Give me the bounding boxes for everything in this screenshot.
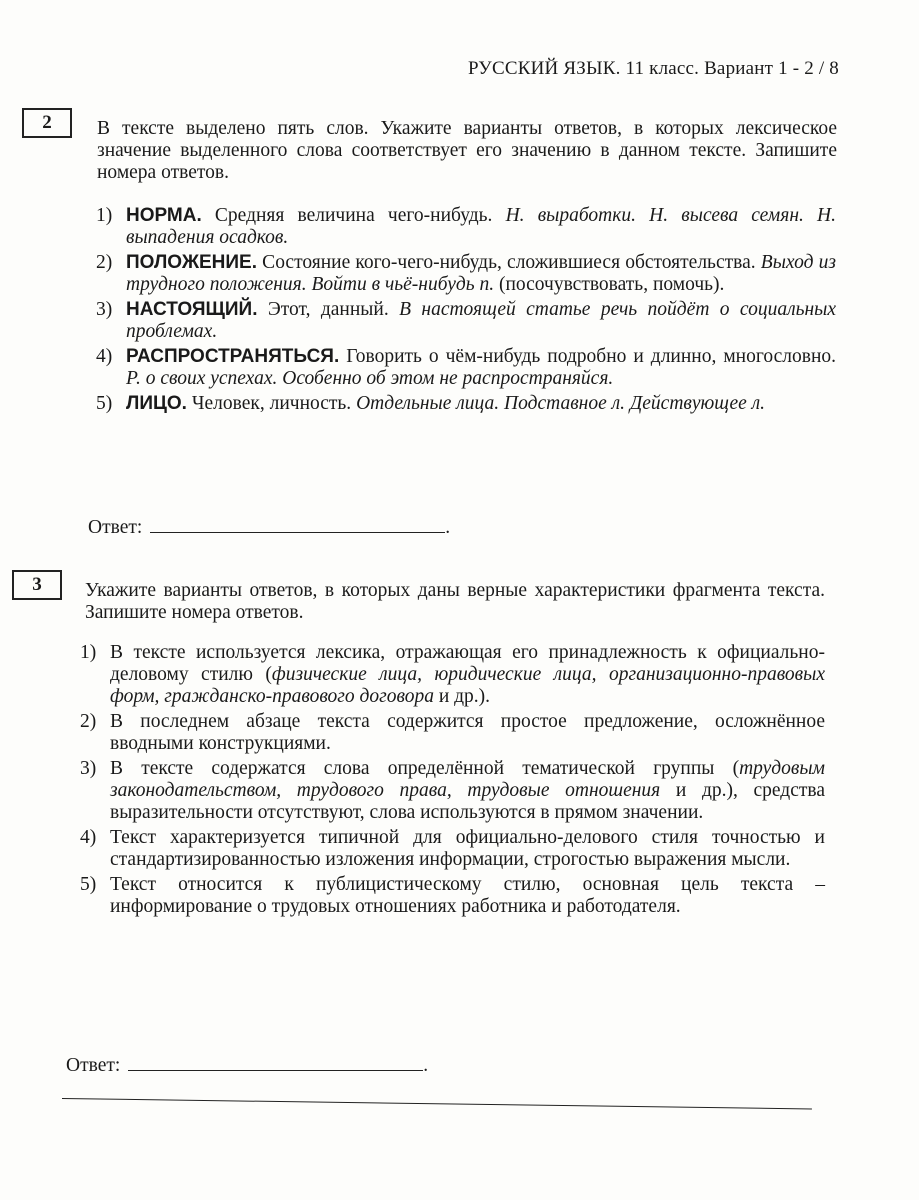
- option-pre: Текст относится к публицистическому стилю, основная цель текста – информирование о трудовых отношениях работника и работодателя.: [110, 874, 825, 917]
- answer-label: Ответ:: [88, 517, 143, 538]
- option-post: и др.), средства выразительности отсутствуют, слова используются в прямом значении.: [110, 780, 826, 823]
- page-header: РУССКИЙ ЯЗЫК. 11 класс. Вариант 1 - 2 / 8: [468, 58, 839, 79]
- option-example: В настоящей статье речь пойдёт о социальных проблемах.: [126, 299, 837, 342]
- option-text: [110, 874, 825, 918]
- task-2-option-2: [96, 252, 836, 296]
- task-3-answer: [66, 1050, 428, 1077]
- task-2-number: 2: [22, 108, 72, 138]
- answer-label: Ответ:: [66, 1055, 121, 1076]
- option-text: [126, 252, 836, 296]
- option-number: 2): [80, 711, 97, 732]
- bottom-divider: [62, 1098, 812, 1109]
- task-3-option-4: [80, 827, 825, 871]
- option-post: и др.).: [433, 686, 491, 707]
- task-2-option-4: [96, 346, 836, 390]
- option-number: 1): [80, 642, 97, 663]
- option-definition: Говорить о чём-нибудь подробно и длинно, многословно.: [339, 346, 836, 367]
- option-number: 5): [80, 874, 97, 895]
- option-number: 4): [96, 346, 113, 367]
- option-definition: Средняя величина чего-нибудь.: [201, 205, 506, 226]
- option-word: НАСТОЯЩИЙ.: [126, 299, 258, 320]
- option-pre: В тексте используется лексика, отражающая его принадлежность к официально-деловому стилю (: [110, 642, 825, 685]
- option-example: Отдельные лица. Подставное л. Действующее л.: [356, 393, 766, 414]
- task-3-option-3: [80, 758, 825, 824]
- task-2-option-5: [96, 393, 836, 415]
- option-number: 3): [80, 758, 97, 779]
- option-definition: Состояние кого-чего-нибудь, сложившиеся обстоятельства.: [257, 252, 761, 273]
- option-italic: физические лица, юридические лица, организационно-правовых форм, гражданско-правового договора: [110, 664, 825, 707]
- option-definition: Этот, данный.: [257, 299, 400, 320]
- task-3-option-2: [80, 711, 825, 755]
- task-3-instruction: Укажите варианты ответов, в которых даны верные характеристики фрагмента текста. Запишите номера ответов.: [85, 580, 825, 623]
- option-example: Р. о своих успехах. Особенно об этом не распространяйся.: [126, 368, 614, 389]
- option-text: [110, 827, 825, 871]
- task-3-number: 3: [12, 570, 62, 600]
- option-number: 1): [96, 205, 113, 226]
- option-word: РАСПРОСТРАНЯТЬСЯ.: [126, 346, 340, 367]
- task-3-option-5: [80, 874, 825, 918]
- option-italic: трудовым законодательством, трудового права, трудовые отношения: [110, 758, 825, 801]
- option-pre: В последнем абзаце текста содержится простое предложение, осложнённое вводными конструкциями.: [110, 711, 825, 754]
- answer-end: .: [445, 517, 451, 538]
- option-number: 3): [96, 299, 113, 320]
- option-example: Выход из трудного положения. Войти в чьё-нибудь п.: [126, 252, 836, 295]
- answer-end: .: [423, 1055, 429, 1076]
- option-text: [126, 205, 836, 249]
- answer-field[interactable]: [128, 1050, 423, 1071]
- option-text: [126, 299, 836, 343]
- task-2-instruction: В тексте выделено пять слов. Укажите варианты ответов, в которых лексическое значение выделенного слова соответствует его значению в данном тексте. Запишите номера ответов.: [97, 118, 837, 183]
- task-3-options: [80, 642, 825, 921]
- option-example: Н. выработки. Н. высева семян. Н. выпадения осадков.: [126, 205, 836, 248]
- option-number: 2): [96, 252, 113, 273]
- option-text: [110, 758, 825, 824]
- option-text: [110, 642, 825, 708]
- task-2-answer: [88, 512, 450, 539]
- option-text: [126, 346, 836, 390]
- option-word: ЛИЦО.: [126, 393, 187, 414]
- task-3-option-1: [80, 642, 825, 708]
- task-2-option-1: [96, 205, 836, 249]
- task-2-option-3: [96, 299, 836, 343]
- option-definition: Человек, личность.: [186, 393, 357, 414]
- option-pre: В тексте содержатся слова определённой тематической группы (: [110, 758, 740, 779]
- task-2-options: [96, 205, 836, 418]
- option-text: [110, 711, 825, 755]
- option-tail: (посочувствовать, помочь).: [494, 274, 725, 295]
- option-text: [126, 393, 836, 415]
- option-pre: Текст характеризуется типичной для официально-делового стиля точностью и стандартизированностью изложения информации, строгостью выражения мысли.: [110, 827, 825, 870]
- option-number: 5): [96, 393, 113, 414]
- option-word: НОРМА.: [126, 205, 202, 226]
- answer-field[interactable]: [150, 512, 445, 533]
- option-word: ПОЛОЖЕНИЕ.: [126, 252, 257, 273]
- option-number: 4): [80, 827, 97, 848]
